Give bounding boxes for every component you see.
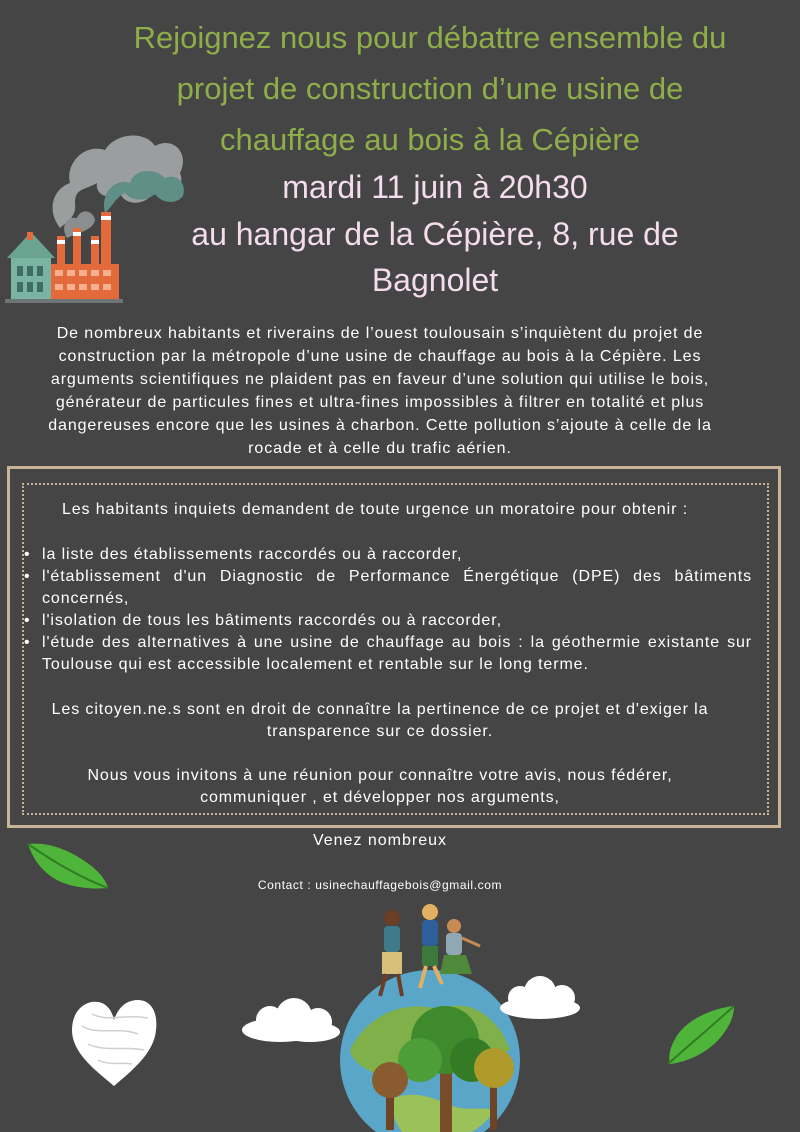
- globe-people-illustration: [240, 900, 585, 1132]
- intro-paragraph: De nombreux habitants et riverains de l’ouest toulousain s’inquiètent du projet de construction par la métropole d’une usine de chauffage au bois à la Cépière. Les arguments scientifiques ne plaident pas en faveur d’une solution qui utilise le bois, générateur de particules fines et ultra-fines impossibles à filtrer en totalité et plus dangereuses encore que les usines à charbon. Cette pollution s’ajoute à celle de la rocade et à celle du trafic aérien.: [48, 325, 712, 457]
- leaf-icon: [664, 1004, 736, 1066]
- invitation-paragraph: Nous vous invitons à une réunion pour connaître votre avis, nous fédérer, communiquer , et développer nos arguments,: [87, 767, 673, 806]
- closing-text: Venez nombreux: [312, 832, 448, 849]
- heart-icon: [68, 996, 160, 1090]
- leaf-icon: [26, 840, 110, 892]
- demands-list: [22, 544, 752, 676]
- rights-paragraph: Les citoyen.ne.s sont en droit de connaître la pertinence de ce projet et d'exiger la transparence sur ce dossier.: [51, 701, 709, 740]
- contact-text: Contact : usinechauffagebois@gmail.com: [257, 878, 503, 892]
- event-place: au hangar de la Cépière, 8, rue de Bagnolet: [191, 216, 679, 298]
- demand-item: • l'étude des alternatives à une usine de chauffage au bois : la géothermie existante sur Toulouse qui est accessible localement et rentable sur le long terme.: [22, 632, 752, 676]
- demands-intro: Les habitants inquiets demandent de toute urgence un moratoire pour obtenir :: [61, 501, 689, 518]
- demand-item: • l'établissement d'un Diagnostic de Performance Énergétique (DPE) des bâtiments concernés,: [22, 566, 752, 610]
- poster-title: Rejoignez nous pour débattre ensemble du projet de construction d’une usine de chauffage au bois à la Cépière: [133, 20, 727, 157]
- event-date: mardi 11 juin à 20h30: [282, 169, 588, 205]
- cloud-icon: [242, 998, 340, 1042]
- demand-item: • l'isolation de tous les bâtiments raccordés ou à raccorder,: [22, 610, 752, 632]
- demand-item: • la liste des établissements raccordés ou à raccorder,: [22, 544, 752, 566]
- cloud-icon: [500, 976, 580, 1019]
